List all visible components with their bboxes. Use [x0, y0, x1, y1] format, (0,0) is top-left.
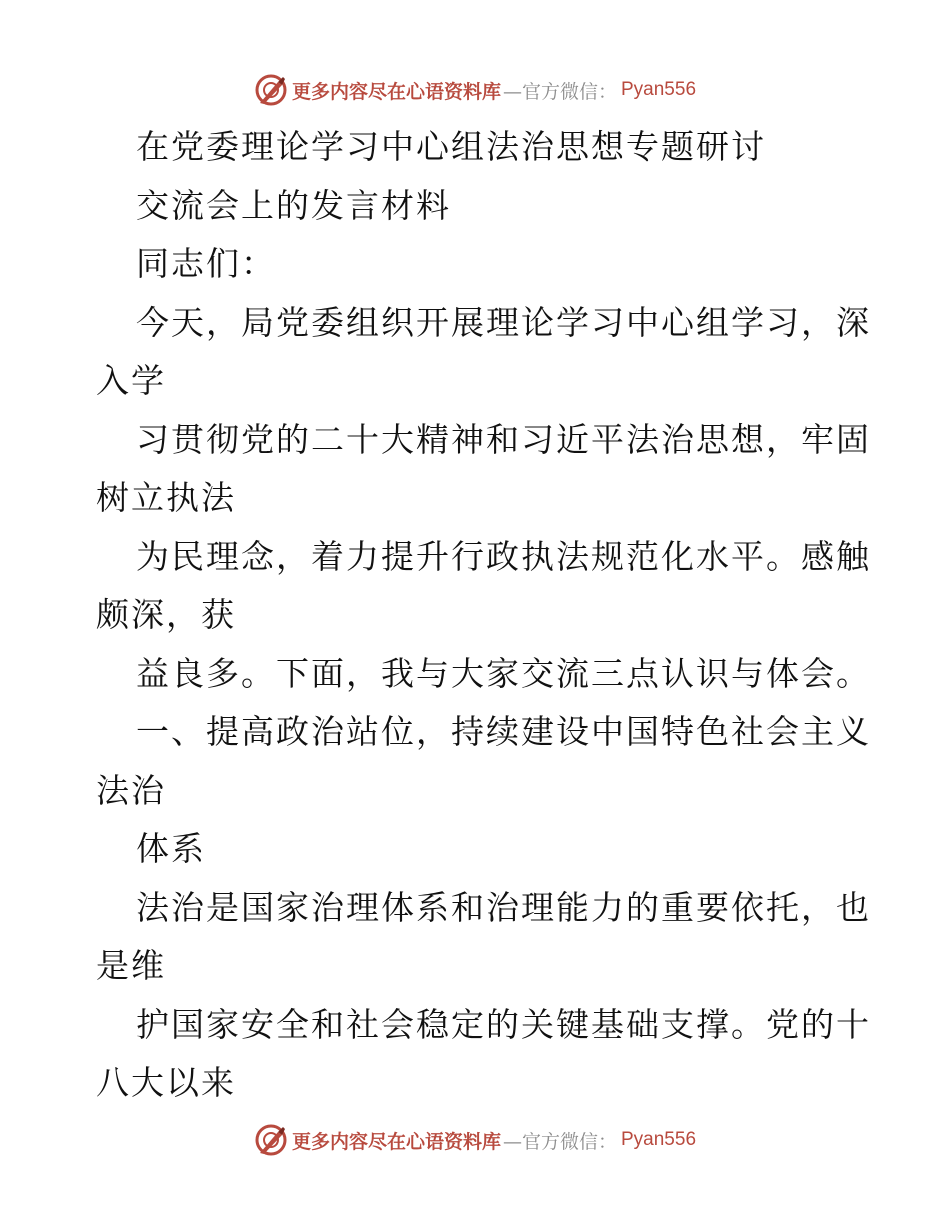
- footer-wechat-id: Pyan556: [621, 1129, 697, 1150]
- paragraph-line: 八大以来: [96, 1063, 236, 1102]
- footer-watermark-banner: [0, 1120, 950, 1160]
- paragraph-line: 习贯彻党的二十大精神和习近平法治思想，牢固: [136, 419, 871, 459]
- document-body: [96, 118, 871, 1113]
- footer-dash-text: —官方微信：: [502, 1130, 617, 1153]
- pen-logo-icon: [254, 1123, 288, 1157]
- footer-site-text: 更多内容尽在心语资料库: [291, 1130, 501, 1153]
- paragraph-line: 为民理念，着力提升行政执法规范化水平。感触: [136, 536, 871, 576]
- section-heading-line: 体系: [136, 829, 206, 868]
- pen-logo-icon: [254, 73, 288, 107]
- header-watermark-banner: [0, 70, 950, 110]
- title-line-2: 交流会上的发言材料: [136, 185, 451, 225]
- section-heading-line: 一、提高政治站位，持续建设中国特色社会主义: [136, 712, 871, 751]
- title-line-1: 在党委理论学习中心组法治思想专题研讨: [136, 127, 766, 166]
- header-site-text: 更多内容尽在心语资料库: [291, 80, 501, 103]
- paragraph-line: 颇深，获: [96, 595, 236, 634]
- paragraph-line: 护国家安全和社会稳定的关键基础支撑。党的十: [136, 1004, 871, 1044]
- header-wechat-id: Pyan556: [621, 79, 697, 100]
- section-heading-line: 法治: [96, 770, 166, 810]
- paragraph-line: 益良多。下面，我与大家交流三点认识与体会。: [136, 653, 871, 693]
- paragraph-line: 入学: [96, 361, 166, 400]
- paragraph-line: 今天，局党委组织开展理论学习中心组学习，深: [136, 302, 871, 342]
- header-dash-text: —官方微信：: [502, 80, 617, 103]
- paragraph-line: 是维: [96, 946, 166, 985]
- salutation-line: 同志们：: [136, 244, 276, 283]
- paragraph-line: 树立执法: [96, 478, 236, 517]
- paragraph-line: 法治是国家治理体系和治理能力的重要依托，也: [136, 887, 871, 927]
